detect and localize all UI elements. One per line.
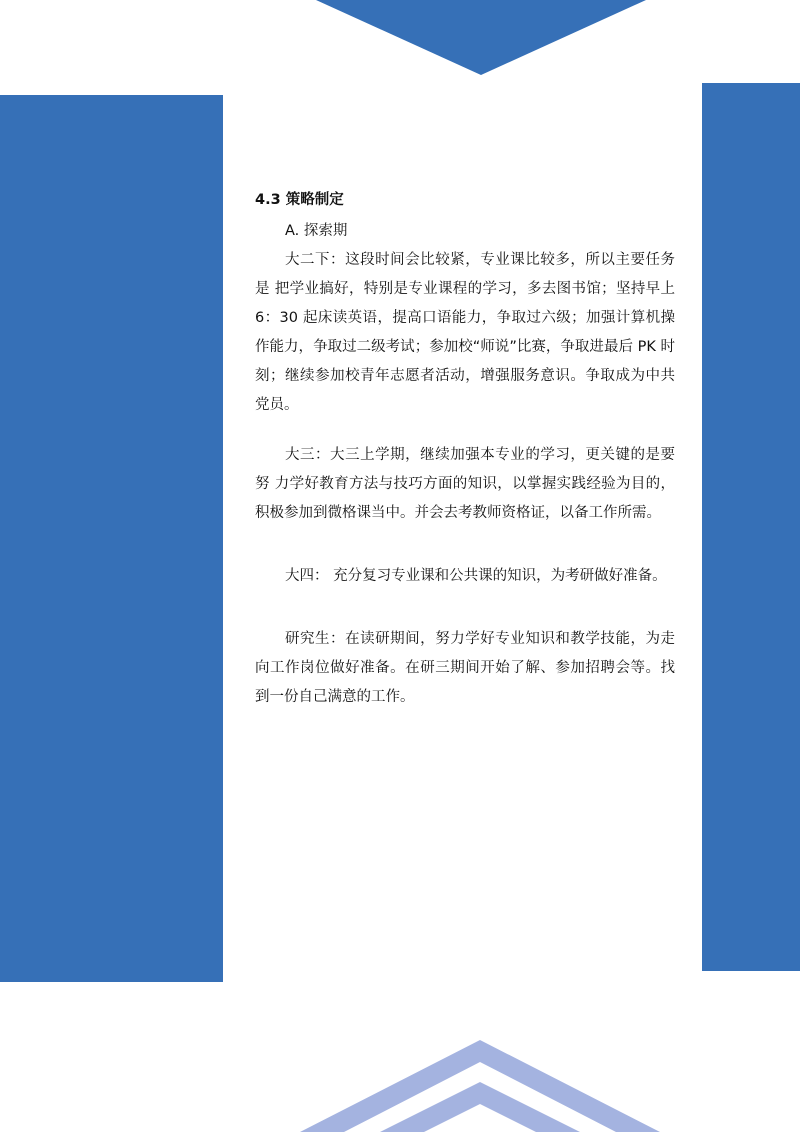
paragraph-senior: 大四： 充分复习专业课和公共课的知识，为考研做好准备。 <box>285 568 667 584</box>
right-blue-band <box>702 83 800 971</box>
paragraph-sophomore: 大二下：这段时间会比较紧，专业课比较多，所以主要任务是 把学业搞好，特别是专业课程的学习，多去图书馆；坚持早上 6：30 起床读英语，提高口语能力，争取过六级；加强计算机操作能力，争取过二级考试；参加校“师说”比赛，争取进最后 PK 时刻；继续参加校青年志愿者活动，增强服务意识。争取成为中共党员。 <box>255 252 675 413</box>
section-heading: 4.3 策略制定 <box>255 192 344 208</box>
paragraph-graduate: 研究生：在读研期间，努力学好专业知识和教学技能，为走向工作岗位做好准备。在研三期间开始了解、参加招聘会等。找到一份自己满意的工作。 <box>255 631 675 705</box>
paragraph-junior: 大三：大三上学期，继续加强本专业的学习，更关键的是要努 力学好教育方法与技巧方面的知识，以掌握实践经验为目的，积极参加到微格课当中。并会去考教师资格证，以备工作所需。 <box>255 447 675 521</box>
document-body <box>255 186 675 712</box>
top-chevron-decoration <box>316 0 646 76</box>
bottom-chevron-decoration <box>300 1040 660 1132</box>
subsection-heading: A. 探索期 <box>285 223 348 239</box>
top-chevron-shape <box>316 0 646 75</box>
left-blue-band <box>0 95 223 982</box>
